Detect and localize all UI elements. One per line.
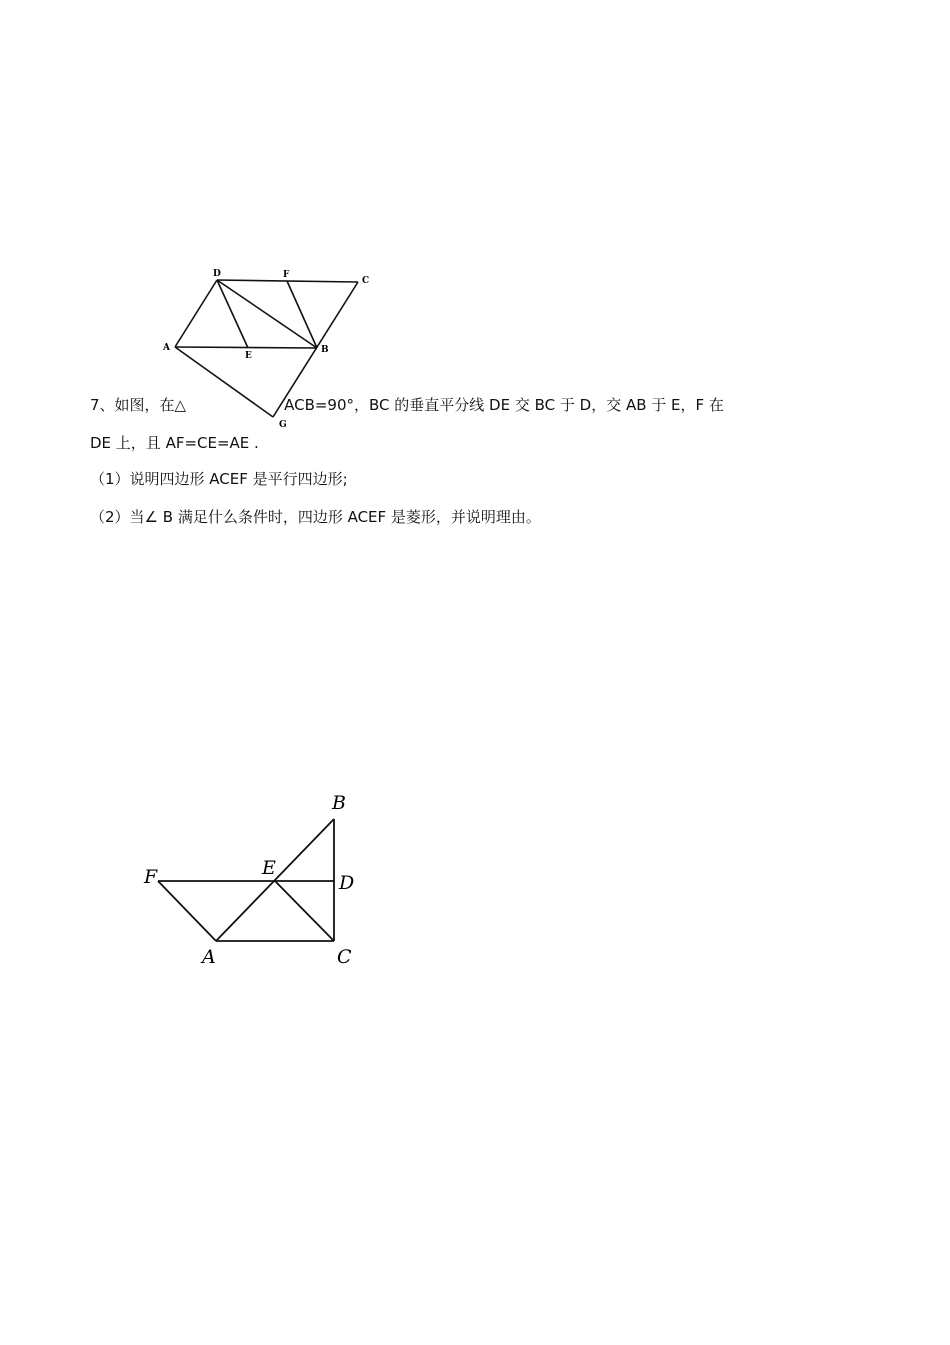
label-e: E xyxy=(262,857,276,879)
question-line-1-start: 7、如图，在△ xyxy=(90,396,187,414)
label-a: A xyxy=(163,343,170,353)
segment-ab xyxy=(175,347,317,348)
question-line-1-end: ACB=90°，BC 的垂直平分线 DE 交 BC 于 D，交 AB 于 E，F 在 xyxy=(284,396,724,414)
label-a: A xyxy=(202,946,216,968)
label-d: D xyxy=(339,872,355,894)
segment-ec xyxy=(275,881,334,941)
label-d: D xyxy=(213,269,221,279)
label-c: C xyxy=(337,946,352,968)
question-part-2: （2）当∠ B 满足什么条件时，四边形 ACEF 是菱形，并说明理由。 xyxy=(90,508,541,526)
label-f: F xyxy=(144,866,158,888)
segment-fa xyxy=(158,881,216,941)
label-b: B xyxy=(321,345,329,355)
question-part-1: （1）说明四边形 ACEF 是平行四边形; xyxy=(90,470,348,488)
question-line-2: DE 上，且 AF=CE=AE . xyxy=(90,434,259,452)
label-b: B xyxy=(332,792,346,814)
segment-da xyxy=(175,280,217,347)
figure-2-svg xyxy=(138,785,373,970)
label-c: C xyxy=(362,276,370,286)
label-g: G xyxy=(279,420,287,430)
label-f: F xyxy=(283,270,290,280)
question-line-1 xyxy=(90,395,724,415)
figure-2 xyxy=(138,785,373,970)
label-e: E xyxy=(245,351,252,361)
